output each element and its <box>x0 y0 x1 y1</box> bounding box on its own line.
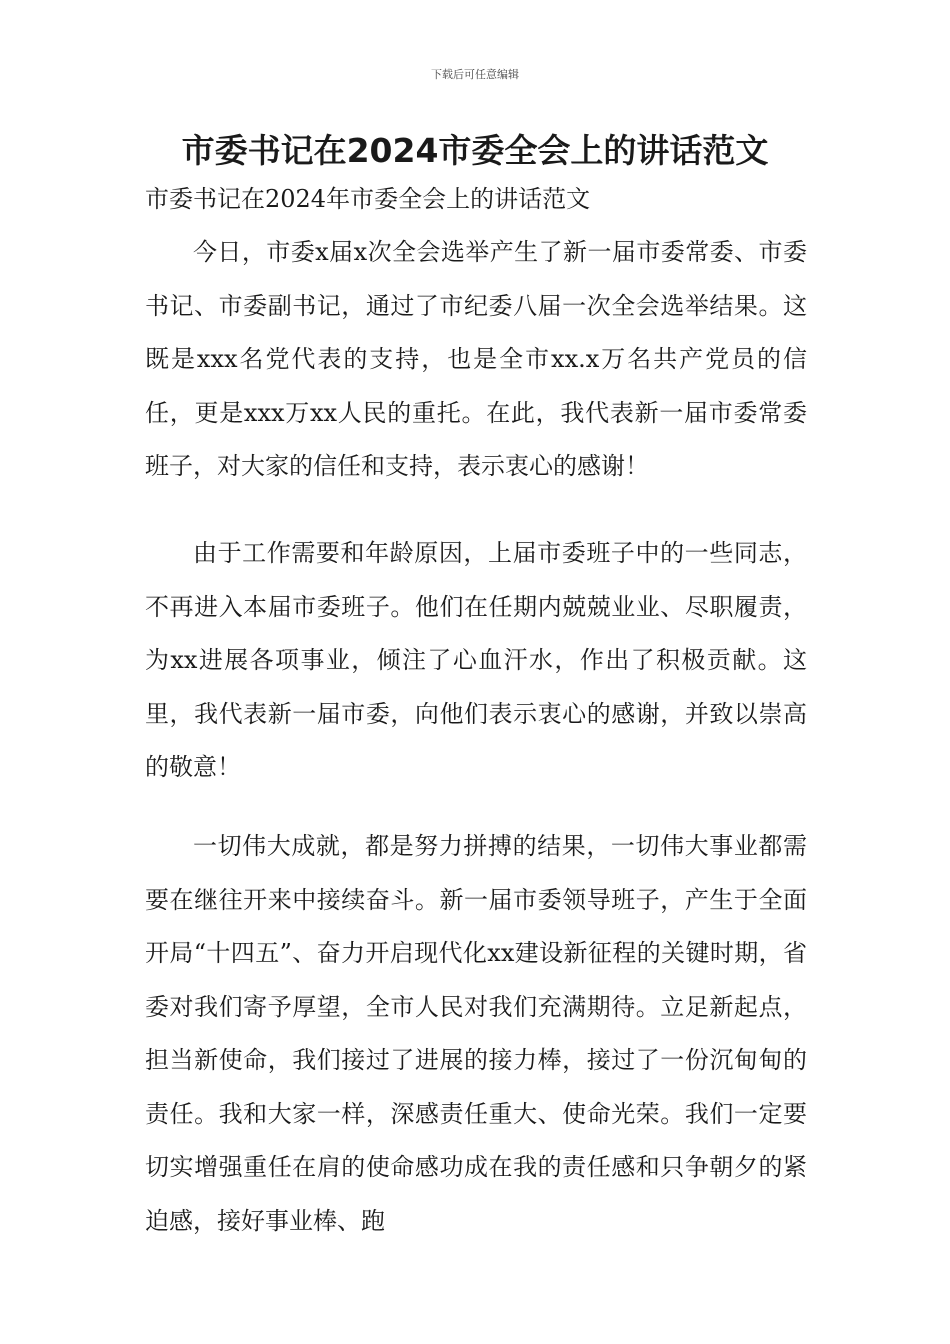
body-paragraph-1 <box>145 226 807 494</box>
body-paragraph-3 <box>145 820 807 1248</box>
paragraph-text: 一切伟大成就，都是努力拼搏的结果，一切伟大事业都需要在继往开来中接续奋斗。新一届市委领导班子，产生于全面开局“十四五”、奋力开启现代化xx建设新征程的关键时期，省委对我们寄予厚望，全市人民对我们充满期待。立足新起点，担当新使命，我们接过了进展的接力棒，接过了一份沉甸甸的责任。我和大家一样，深感责任重大、使命光荣。我们一定要切实增强重任在肩的使命感功成在我的责任感和只争朝夕的紧迫感，接好事业棒、跑 <box>145 832 807 1235</box>
body-paragraph-2 <box>145 527 807 795</box>
paragraph-text: 由于工作需要和年龄原因，上届市委班子中的一些同志，不再进入本届市委班子。他们在任期内兢兢业业、尽职履责，为xx进展各项事业，倾注了心血汗水，作出了积极贡献。这里，我代表新一届市委，向他们表示衷心的感谢，并致以崇高的敬意！ <box>145 539 807 781</box>
paragraph-text: 今日，市委x届x次全会选举产生了新一届市委常委、市委书记、市委副书记，通过了市纪委八届一次全会选举结果。这既是xxx名党代表的支持，也是全市xx.x万名共产党员的信任，更是xxx万xx人民的重托。在此，我代表新一届市委常委班子，对大家的信任和支持，表示衷心的感谢！ <box>145 238 807 480</box>
header-note: 下载后可任意编辑 <box>431 68 519 81</box>
document-title: 市委书记在2024市委全会上的讲话范文 <box>181 131 769 170</box>
document-subtitle: 市委书记在2024年市委全会上的讲话范文 <box>145 185 591 213</box>
